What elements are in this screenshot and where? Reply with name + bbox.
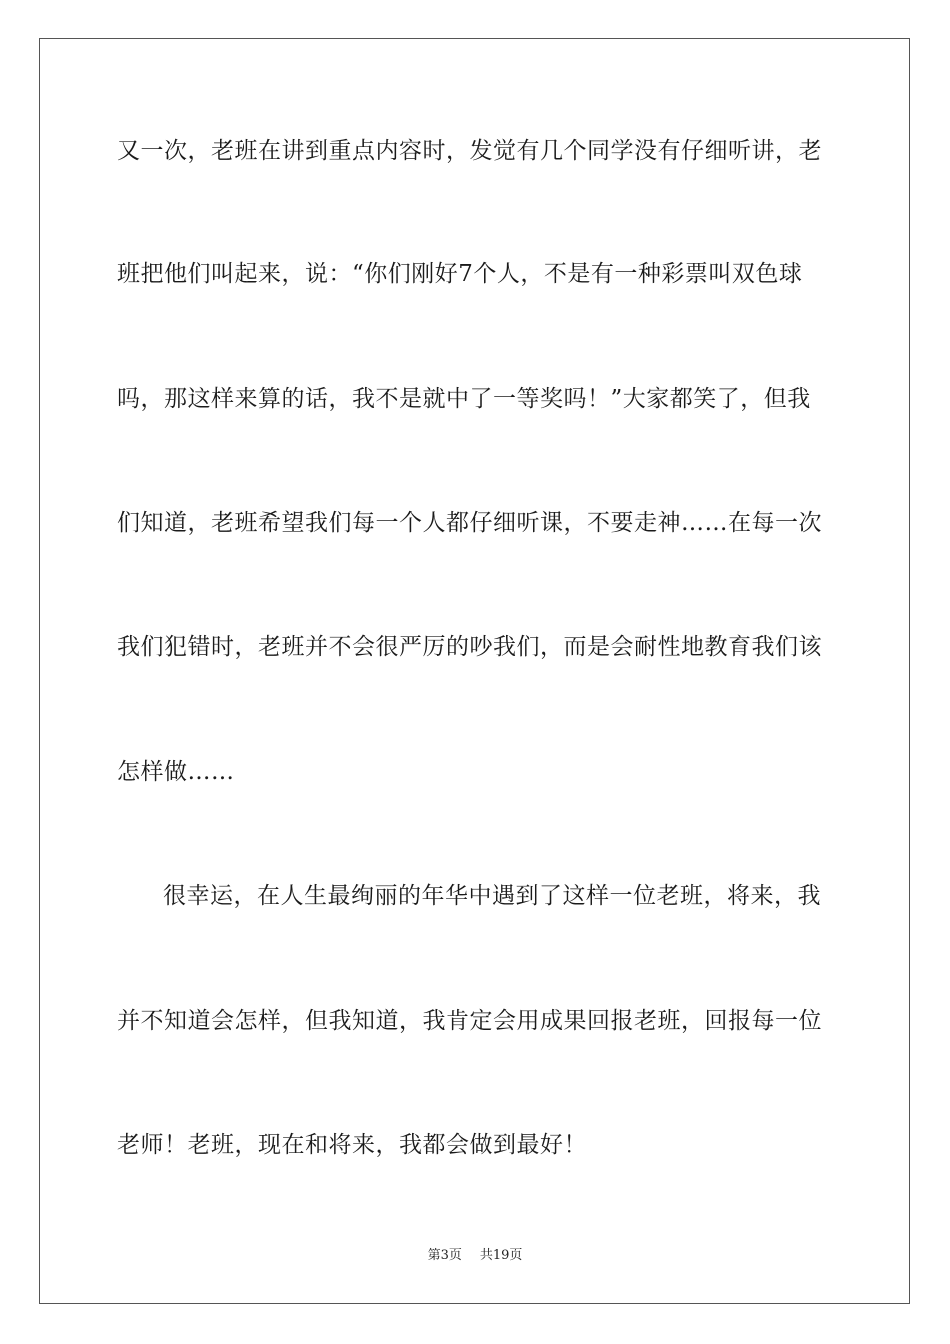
paragraph-line-1: 又一次，老班在讲到重点内容时，发觉有几个同学没有仔细听讲，老 xyxy=(117,138,822,164)
paragraph-line-3: 吗，那这样来算的话，我不是就中了一等奖吗！”大家都笑了，但我 xyxy=(117,386,811,412)
paragraph-line-8: 并不知道会怎样，但我知道，我肯定会用成果回报老班，回报每一位 xyxy=(117,1008,822,1034)
page-border xyxy=(39,38,910,1304)
paragraph-line-9: 老师！老班，现在和将来，我都会做到最好！ xyxy=(117,1132,587,1158)
paragraph-line-4: 们知道，老班希望我们每一个人都仔细听课，不要走神……在每一次 xyxy=(117,510,822,536)
paragraph-line-6: 怎样做…… xyxy=(117,759,235,785)
page-number: 第3页 xyxy=(427,1248,462,1263)
paragraph-line-2: 班把他们叫起来，说：“你们刚好7个人，不是有一种彩票叫双色球 xyxy=(117,261,803,287)
paragraph-line-7: 很幸运，在人生最绚丽的年华中遇到了这样一位老班，将来，我 xyxy=(163,883,821,909)
paragraph-line-5: 我们犯错时，老班并不会很严厉的吵我们，而是会耐性地教育我们该 xyxy=(117,634,822,660)
page-footer xyxy=(0,1247,950,1265)
page-total: 共19页 xyxy=(479,1248,523,1263)
